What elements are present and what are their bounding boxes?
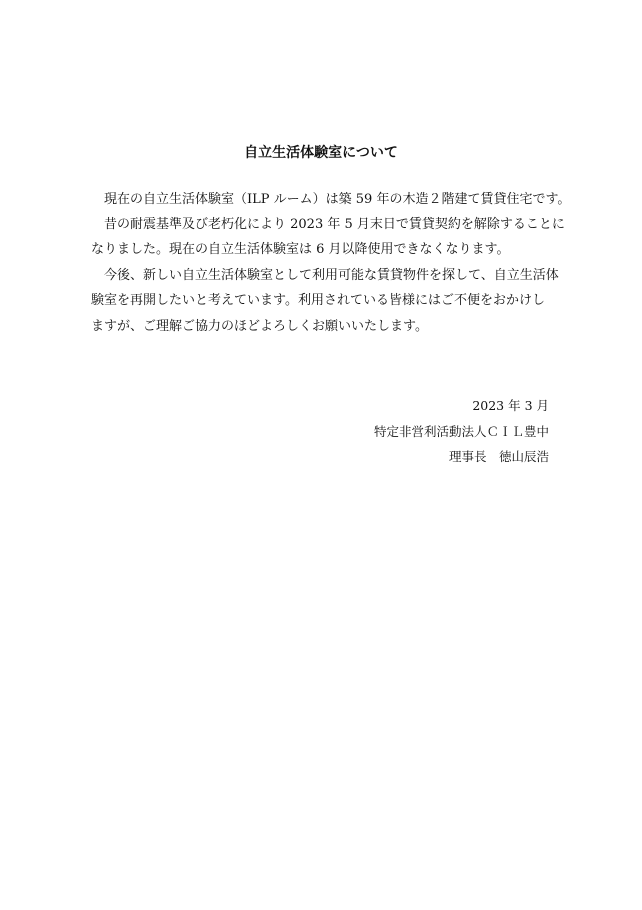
paragraph-2-line-1: 昔の耐震基準及び老朽化により 2023 年 5 月末日で賃貸契約を解除することに	[104, 217, 565, 232]
paragraph-3-line-1: 今後、新しい自立生活体験室として利用可能な賃貸物件を探して、自立生活体	[104, 268, 559, 283]
organization-name: 特定非営利活動法人ＣＩＬ豊中	[373, 424, 549, 439]
paragraph-3-line-3: ますが、ご理解ご協力のほどよろしくお願いいたします。	[91, 319, 428, 334]
signer-name: 理事長 徳山辰浩	[448, 449, 549, 464]
document-title: 自立生活体験室について	[244, 145, 398, 161]
paragraph-2-line-2: なりました。現在の自立生活体験室は 6 月以降使用できなくなります。	[91, 242, 510, 257]
paragraph-1-line-1: 現在の自立生活体験室（ILP ルーム）は築 59 年の木造２階建て賃貸住宅です。	[104, 192, 571, 207]
paragraph-3-line-2: 験室を再開したいと考えています。利用されている皆様にはご不便をおかけし	[91, 293, 545, 308]
issue-date: 2023 年 3 月	[472, 398, 549, 413]
